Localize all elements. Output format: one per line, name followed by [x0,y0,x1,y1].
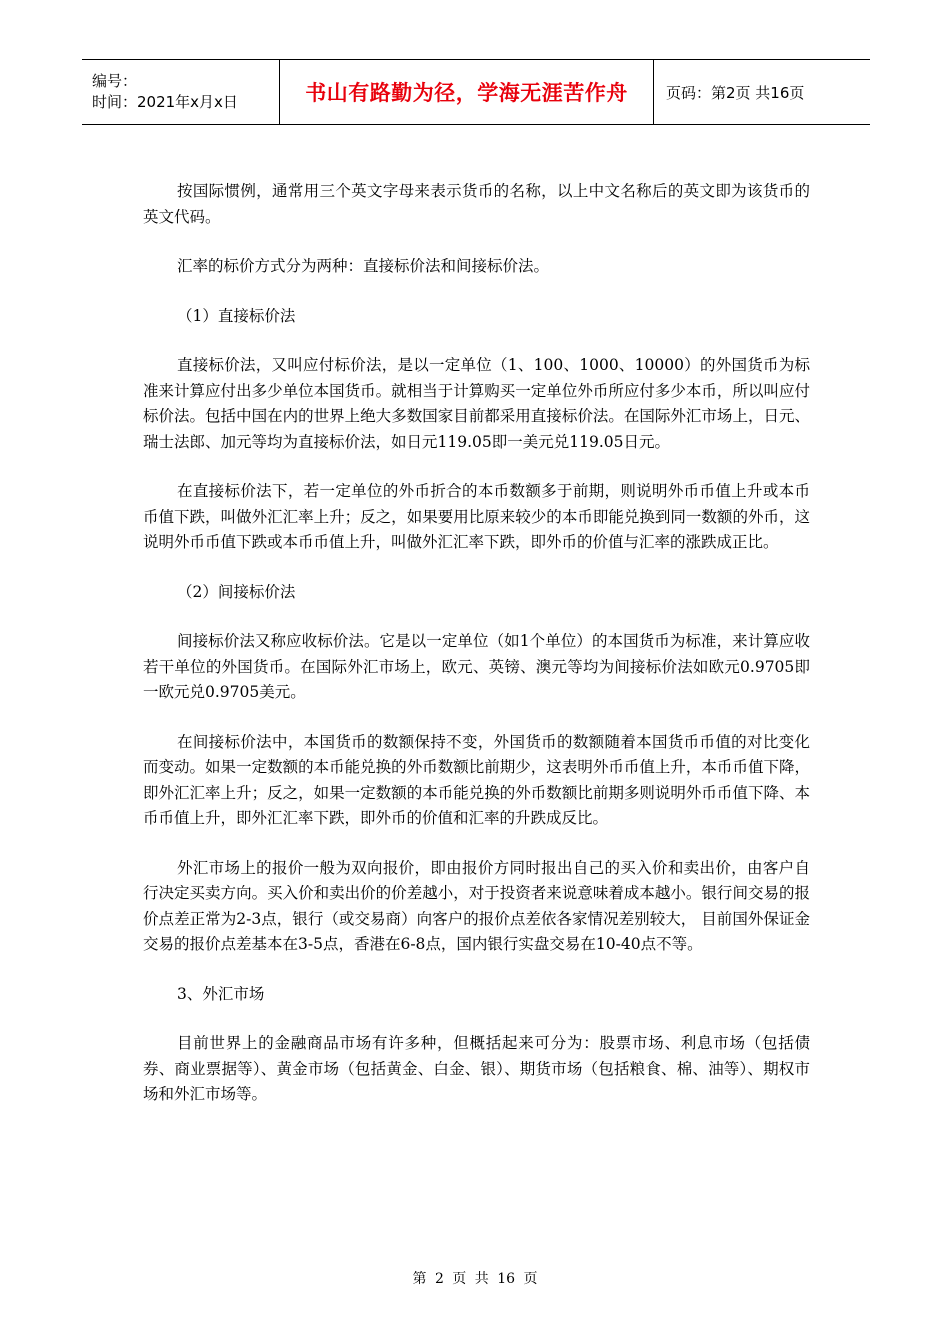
page-header [82,59,870,125]
footer-page-number: 第 2 页 共 16 页 [412,1271,538,1287]
subheading-direct-quotation: （1）直接标价法 [177,306,296,325]
paragraph-quotation-methods: 汇率的标价方式分为两种：直接标价法和间接标价法。 [177,257,550,275]
paragraph-currency-codes: 按国际惯例，通常用三个英文字母来表示货币的名称，以上中文名称后的英文即为该货币的英文代码。 [143,182,810,226]
document-body [143,179,810,1132]
paragraph-direct-quotation-movement: 在直接标价法下，若一定单位的外币折合的本币数额多于前期，则说明外币币值上升或本币币值下跌，叫做外汇汇率上升；反之，如果要用比原来较少的本币即能兑换到同一数额的外币，这说明外币币值下跌或本币币值上升，叫做外汇汇率下跌，即外币的价值与汇率的涨跌成正比。 [143,482,810,551]
header-meta-cell [82,60,280,124]
header-page-info: 页码：第2页 共16页 [666,83,805,102]
page-footer [0,1268,950,1288]
header-motto-cell [280,60,654,124]
motto-text: 书山有路勤为径，学海无涯苦作舟 [305,80,628,105]
paragraph-two-way-quotes: 外汇市场上的报价一般为双向报价，即由报价方同时报出自己的买入价和卖出价，由客户自行决定买卖方向。买入价和卖出价的价差越小，对于投资者来说意味着成本越小。银行间交易的报价点差正常为2-3点，银行（或交易商）向客户的报价点差依各家情况差别较大， 目前国外保证金交易的报价点差基本在3-5点，香港在6-8点，国内银行实盘交易在10-40点不等。 [143,858,810,953]
paragraph-direct-quotation-definition: 直接标价法，又叫应付标价法，是以一定单位（1、100、1000、10000）的外国货币为标准来计算应付出多少单位本国货币。就相当于计算购买一定单位外币所应付多少本币，所以叫应付标价法。包括中国在内的世界上绝大多数国家目前都采用直接标价法。在国际外汇市场上，日元、瑞士法郎、加元等均为直接标价法，如日元119.05即一美元兑119.05日元。 [143,356,810,451]
subheading-indirect-quotation: （2）间接标价法 [177,582,296,601]
paragraph-financial-markets: 目前世界上的金融商品市场有许多种，但概括起来可分为：股票市场、利息市场（包括债券、商业票据等）、黄金市场（包括黄金、白金、银）、期货市场（包括粮食、棉、油等）、期权市场和外汇市场等。 [143,1034,810,1103]
header-page-cell [654,60,870,124]
subheading-forex-market: 3、外汇市场 [177,984,265,1003]
paragraph-indirect-quotation-movement: 在间接标价法中，本国货币的数额保持不变，外国货币的数额随着本国货币币值的对比变化而变动。如果一定数额的本币能兑换的外币数额比前期少，这表明外币币值上升，本币币值下降，即外汇汇率上升；反之，如果一定数额的本币能兑换的外币数额比前期多则说明外币币值下降、本币币值上升，即外汇汇率下跌，即外币的价值和汇率的升跌成反比。 [143,732,810,827]
serial-number-label: 编号： [92,72,138,90]
date-label: 时间：2021年x月x日 [92,93,238,111]
paragraph-indirect-quotation-definition: 间接标价法又称应收标价法。它是以一定单位（如1个单位）的本国货币为标准，来计算应收若干单位的外国货币。在国际外汇市场上，欧元、英镑、澳元等均为间接标价法如欧元0.9705即一欧元兑0.9705美元。 [143,632,810,701]
